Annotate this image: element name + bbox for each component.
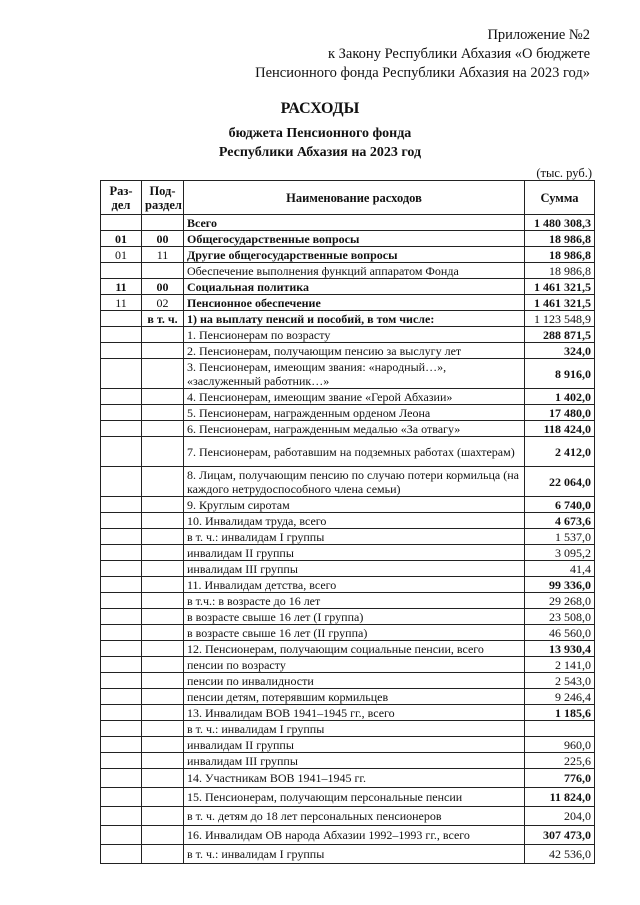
table-row: [101, 497, 595, 513]
cell-subsection: [142, 389, 184, 405]
table-row: [101, 231, 595, 247]
cell-sum: 3 095,2: [525, 545, 595, 561]
cell-subsection: [142, 641, 184, 657]
cell-sum: 29 268,0: [525, 593, 595, 609]
appendix-line-1: Приложение №2: [487, 27, 590, 43]
cell-section: [101, 673, 142, 689]
cell-name: 3. Пенсионерам, имеющим звания: «народный…», «заслуженный работник…»: [184, 359, 525, 389]
cell-subsection: [142, 788, 184, 807]
table-row: [101, 215, 595, 231]
cell-section: [101, 497, 142, 513]
cell-subsection: [142, 359, 184, 389]
cell-name: инвалидам III группы: [184, 561, 525, 577]
cell-name: 1. Пенсионерам по возрасту: [184, 327, 525, 343]
cell-section: [101, 421, 142, 437]
table-row: [101, 641, 595, 657]
cell-sum: 18 986,8: [525, 263, 595, 279]
cell-subsection: в т. ч.: [142, 311, 184, 327]
cell-name: 4. Пенсионерам, имеющим звание «Герой Абхазии»: [184, 389, 525, 405]
header-section: Раз- дел: [101, 181, 142, 215]
cell-sum: 42 536,0: [525, 845, 595, 864]
cell-subsection: [142, 421, 184, 437]
cell-sum: 776,0: [525, 769, 595, 788]
cell-sum: 46 560,0: [525, 625, 595, 641]
expenses-table: [100, 180, 595, 864]
table-row: [101, 467, 595, 497]
cell-sum: 23 508,0: [525, 609, 595, 625]
cell-sum: 288 871,5: [525, 327, 595, 343]
cell-name: 16. Инвалидам ОВ народа Абхазии 1992–1993 гг., всего: [184, 826, 525, 845]
table-row: [101, 421, 595, 437]
cell-section: [101, 807, 142, 826]
cell-sum: 225,6: [525, 753, 595, 769]
cell-subsection: [142, 437, 184, 467]
cell-section: [101, 529, 142, 545]
cell-sum: 307 473,0: [525, 826, 595, 845]
cell-subsection: [142, 577, 184, 593]
cell-sum: 960,0: [525, 737, 595, 753]
cell-name: пенсии по возрасту: [184, 657, 525, 673]
cell-subsection: 00: [142, 231, 184, 247]
cell-section: [101, 545, 142, 561]
table-row: [101, 769, 595, 788]
cell-section: [101, 467, 142, 497]
cell-name: в т. ч.: инвалидам I группы: [184, 529, 525, 545]
cell-subsection: [142, 405, 184, 421]
units-label: (тыс. руб.): [536, 166, 592, 180]
table-row: [101, 625, 595, 641]
cell-name: 2. Пенсионерам, получающим пенсию за выслугу лет: [184, 343, 525, 359]
cell-subsection: 02: [142, 295, 184, 311]
cell-subsection: 00: [142, 279, 184, 295]
cell-section: [101, 577, 142, 593]
cell-sum: 1 402,0: [525, 389, 595, 405]
table-body: [101, 215, 595, 864]
cell-subsection: [142, 657, 184, 673]
table-row: [101, 311, 595, 327]
cell-section: [101, 263, 142, 279]
cell-subsection: [142, 593, 184, 609]
cell-sum: 1 480 308,3: [525, 215, 595, 231]
cell-section: [101, 561, 142, 577]
table-row: [101, 405, 595, 421]
cell-section: [101, 311, 142, 327]
cell-section: [101, 327, 142, 343]
cell-section: [101, 769, 142, 788]
table-row: [101, 609, 595, 625]
cell-name: 9. Круглым сиротам: [184, 497, 525, 513]
cell-section: [101, 405, 142, 421]
table-row: [101, 593, 595, 609]
cell-name: 8. Лицам, получающим пенсию по случаю потери кормильца (на каждого нетрудоспособного члена семьи): [184, 467, 525, 497]
cell-section: [101, 343, 142, 359]
table-row: [101, 247, 595, 263]
table-row: [101, 327, 595, 343]
cell-section: [101, 689, 142, 705]
cell-name: в возрасте свыше 16 лет (I группа): [184, 609, 525, 625]
cell-name: Общегосударственные вопросы: [184, 231, 525, 247]
cell-sum: 1 537,0: [525, 529, 595, 545]
cell-subsection: [142, 263, 184, 279]
cell-name: 6. Пенсионерам, награжденным медалью «За отвагу»: [184, 421, 525, 437]
cell-section: [101, 657, 142, 673]
cell-name: инвалидам II группы: [184, 545, 525, 561]
cell-subsection: [142, 625, 184, 641]
cell-name: в т. ч.: инвалидам I группы: [184, 721, 525, 737]
cell-subsection: [142, 609, 184, 625]
cell-sum: 99 336,0: [525, 577, 595, 593]
table-row: [101, 807, 595, 826]
cell-sum: 1 461 321,5: [525, 279, 595, 295]
appendix-line-3: Пенсионного фонда Республики Абхазия на 2023 год»: [255, 65, 590, 81]
cell-sum: 18 986,8: [525, 231, 595, 247]
cell-section: 11: [101, 279, 142, 295]
appendix-header: [255, 26, 590, 83]
table-row: [101, 705, 595, 721]
document-subtitle: [0, 124, 640, 162]
cell-sum: [525, 721, 595, 737]
cell-section: [101, 359, 142, 389]
cell-section: 11: [101, 295, 142, 311]
cell-sum: 9 246,4: [525, 689, 595, 705]
table-row: [101, 737, 595, 753]
cell-subsection: [142, 529, 184, 545]
cell-sum: 4 673,6: [525, 513, 595, 529]
cell-sum: 22 064,0: [525, 467, 595, 497]
cell-section: [101, 641, 142, 657]
document-title: РАСХОДЫ: [280, 100, 360, 117]
table-row: [101, 279, 595, 295]
cell-subsection: [142, 689, 184, 705]
cell-section: [101, 625, 142, 641]
cell-name: инвалидам III группы: [184, 753, 525, 769]
cell-subsection: [142, 215, 184, 231]
header-subsection: Под- раздел: [142, 181, 184, 215]
cell-sum: 11 824,0: [525, 788, 595, 807]
cell-sum: 41,4: [525, 561, 595, 577]
table-row: [101, 673, 595, 689]
cell-sum: 13 930,4: [525, 641, 595, 657]
cell-subsection: [142, 513, 184, 529]
cell-subsection: [142, 721, 184, 737]
cell-name: 1) на выплату пенсий и пособий, в том числе:: [184, 311, 525, 327]
cell-subsection: [142, 807, 184, 826]
cell-name: пенсии детям, потерявшим кормильцев: [184, 689, 525, 705]
cell-subsection: [142, 673, 184, 689]
cell-section: [101, 826, 142, 845]
cell-sum: 2 141,0: [525, 657, 595, 673]
cell-section: [101, 705, 142, 721]
cell-name: 12. Пенсионерам, получающим социальные пенсии, всего: [184, 641, 525, 657]
cell-subsection: 11: [142, 247, 184, 263]
table-row: [101, 545, 595, 561]
cell-sum: 1 461 321,5: [525, 295, 595, 311]
table-row: [101, 529, 595, 545]
cell-section: [101, 753, 142, 769]
cell-sum: 118 424,0: [525, 421, 595, 437]
table-row: [101, 359, 595, 389]
cell-section: 01: [101, 231, 142, 247]
cell-sum: 8 916,0: [525, 359, 595, 389]
cell-name: 7. Пенсионерам, работавшим на подземных работах (шахтерам): [184, 437, 525, 467]
cell-sum: 17 480,0: [525, 405, 595, 421]
table-row: [101, 437, 595, 467]
cell-name: Другие общегосударственные вопросы: [184, 247, 525, 263]
cell-subsection: [142, 705, 184, 721]
table-row: [101, 753, 595, 769]
cell-section: [101, 513, 142, 529]
header-name: Наименование расходов: [184, 181, 525, 215]
table-row: [101, 845, 595, 864]
cell-subsection: [142, 737, 184, 753]
table-row: [101, 788, 595, 807]
cell-name: Пенсионное обеспечение: [184, 295, 525, 311]
cell-section: [101, 593, 142, 609]
table-row: [101, 513, 595, 529]
cell-subsection: [142, 467, 184, 497]
cell-subsection: [142, 497, 184, 513]
table-row: [101, 263, 595, 279]
cell-section: [101, 845, 142, 864]
appendix-line-2: к Закону Республики Абхазия «О бюджете: [328, 46, 590, 62]
cell-subsection: [142, 826, 184, 845]
cell-subsection: [142, 327, 184, 343]
cell-name: в т. ч.: инвалидам I группы: [184, 845, 525, 864]
subtitle-line-2: Республики Абхазия на 2023 год: [218, 145, 422, 160]
cell-sum: 204,0: [525, 807, 595, 826]
cell-name: в т.ч.: в возрасте до 16 лет: [184, 593, 525, 609]
cell-section: [101, 389, 142, 405]
table-row: [101, 721, 595, 737]
cell-name: 5. Пенсионерам, награжденным орденом Леона: [184, 405, 525, 421]
cell-name: Обеспечение выполнения функций аппаратом Фонда: [184, 263, 525, 279]
table-row: [101, 295, 595, 311]
cell-name: 13. Инвалидам ВОВ 1941–1945 гг., всего: [184, 705, 525, 721]
table-header-row: [101, 181, 595, 215]
cell-name: 15. Пенсионерам, получающим персональные пенсии: [184, 788, 525, 807]
table-row: [101, 826, 595, 845]
cell-subsection: [142, 561, 184, 577]
cell-section: [101, 215, 142, 231]
table-row: [101, 657, 595, 673]
cell-sum: 2 412,0: [525, 437, 595, 467]
table-row: [101, 389, 595, 405]
cell-name: Социальная политика: [184, 279, 525, 295]
cell-sum: 18 986,8: [525, 247, 595, 263]
cell-name: 11. Инвалидам детства, всего: [184, 577, 525, 593]
cell-subsection: [142, 769, 184, 788]
cell-name: Всего: [184, 215, 525, 231]
header-sum: Сумма: [525, 181, 595, 215]
cell-name: пенсии по инвалидности: [184, 673, 525, 689]
cell-name: 10. Инвалидам труда, всего: [184, 513, 525, 529]
table-row: [101, 561, 595, 577]
cell-sum: 6 740,0: [525, 497, 595, 513]
cell-section: [101, 609, 142, 625]
subtitle-line-1: бюджета Пенсионного фонда: [228, 126, 412, 141]
cell-sum: 1 123 548,9: [525, 311, 595, 327]
cell-sum: 324,0: [525, 343, 595, 359]
cell-name: в т. ч. детям до 18 лет персональных пенсионеров: [184, 807, 525, 826]
cell-name: в возрасте свыше 16 лет (II группа): [184, 625, 525, 641]
table-row: [101, 577, 595, 593]
cell-subsection: [142, 845, 184, 864]
cell-sum: 1 185,6: [525, 705, 595, 721]
cell-subsection: [142, 545, 184, 561]
table-row: [101, 689, 595, 705]
cell-sum: 2 543,0: [525, 673, 595, 689]
cell-name: инвалидам II группы: [184, 737, 525, 753]
cell-section: [101, 737, 142, 753]
cell-section: [101, 788, 142, 807]
cell-subsection: [142, 753, 184, 769]
cell-subsection: [142, 343, 184, 359]
cell-section: 01: [101, 247, 142, 263]
cell-section: [101, 437, 142, 467]
table-row: [101, 343, 595, 359]
cell-section: [101, 721, 142, 737]
cell-name: 14. Участникам ВОВ 1941–1945 гг.: [184, 769, 525, 788]
